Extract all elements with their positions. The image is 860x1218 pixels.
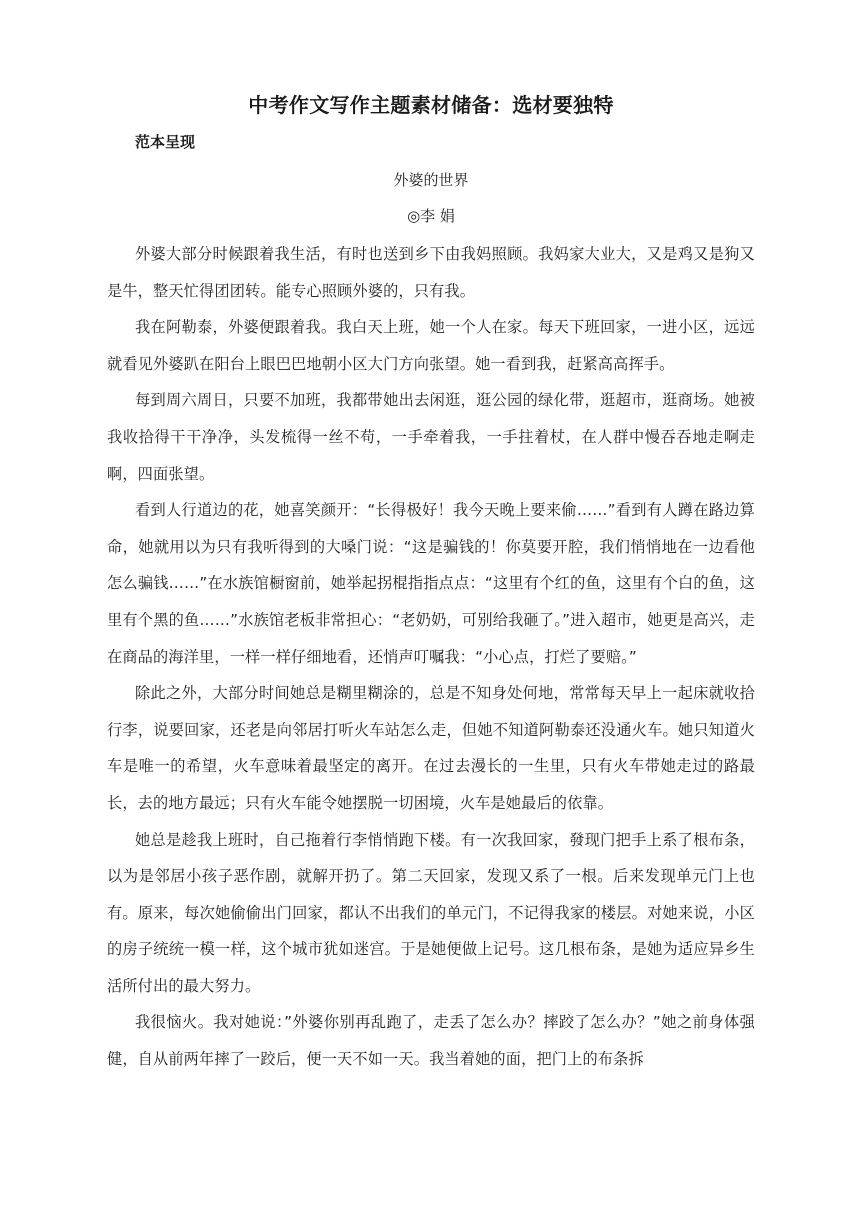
- essay-paragraph: 她总是趁我上班时，自己拖着行李悄悄跑下楼。有一次我回家，發现门把手上系了根布条，以为是邻居小孩子恶作剧，就解开扔了。第二天回家，发现又系了一根。后来发现单元门上也有。原来，每次她偷偷出门回家，都认不出我们的单元门，不记得我家的楼层。对她来说，小区的房子统统一模一样，这个城市犹如迷宫。于是她便做上记号。这几根布条，是她为适应异乡生活所付出的最大努力。: [107, 830, 755, 995]
- document-title: 中考作文写作主题素材储备：选材要独特: [248, 93, 614, 117]
- essay-paragraph: 看到人行道边的花，她喜笑颜开：“长得极好！我今天晚上要来偷……”看到有人蹲在路边算命，她就用以为只有我听得到的大嗓门说：“这是骗钱的！你莫要开腔，我们悄悄地在一边看他怎么骗钱……”在水族馆橱窗前，她举起拐棍指指点点：“这里有个红的鱼，这里有个白的鱼，这里有个黑的鱼……”水族馆老板非常担心：“老奶奶，可别给我砸了。”进入超市，她更是高兴，走在商品的海洋里，一样一样仔细地看，还悄声叮嘱我：“小心点，打烂了要赔。”: [107, 501, 755, 666]
- essay-paragraph: 我很恼火。我对她说：”外婆你别再乱跑了，走丢了怎么办？摔跤了怎么办？”她之前身体强健，自从前两年摔了一跤后，便一天不如一天。我当着她的面，把门上的布条拆: [107, 1013, 755, 1069]
- section-label: 范本呈现: [135, 133, 196, 151]
- essay-paragraph: 除此之外，大部分时间她总是糊里糊涂的，总是不知身处何地，常常每天早上一起床就收拾行李，说要回家，还老是向邻居打听火车站怎么走，但她不知道阿勒泰还没通火车。她只知道火车是唯一的希望，火车意味着最坚定的离开。在过去漫长的一生里，只有火车带她走过的路最长，去的地方最远；只有火车能令她摆脱一切困境，火车是她最后的依靠。: [107, 684, 755, 812]
- document-page: [107, 88, 755, 1078]
- essay-title: 外婆的世界: [393, 171, 469, 189]
- essay-paragraph: 我在阿勒泰，外婆便跟着我。我白天上班，她一个人在家。每天下班回家，一进小区，远远就看见外婆趴在阳台上眼巴巴地朝小区大门方向张望。她一看到我，赶紧高高挥手。: [107, 318, 755, 373]
- essay-author: ◎李 娟: [407, 207, 455, 225]
- essay-paragraph: 外婆大部分时候跟着我生活，有时也送到乡下由我妈照顾。我妈家大业大，又是鸡又是狗又是牛，整天忙得团团转。能专心照顾外婆的，只有我。: [107, 245, 755, 300]
- essay-paragraph: 每到周六周日，只要不加班，我都带她出去闲逛，逛公园的绿化带，逛超市，逛商场。她被我收拾得干干净净，头发梳得一丝不苟，一手牵着我，一手拄着杖，在人群中慢吞吞地走啊走啊，四面张望。: [107, 391, 755, 483]
